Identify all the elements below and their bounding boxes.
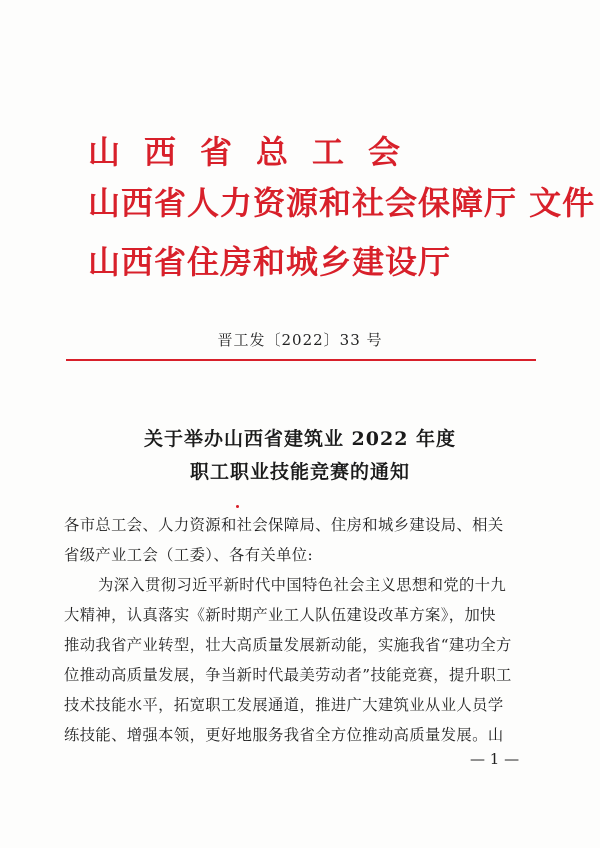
org-name-federation-of-trade-unions: 山西省总工会 xyxy=(88,133,425,171)
addressee-line-2: 省级产业工会（工委）、各有关单位: xyxy=(64,546,314,564)
body-paragraph-line-2: 大精神，认真落实《新时期产业工人队伍建设改革方案》，加快 xyxy=(64,606,496,624)
body-paragraph-line-4: 位推动高质量发展，争当新时代最美劳动者”技能竞赛，提升职工 xyxy=(64,666,512,684)
body-paragraph-line-3: 推动我省产业转型，壮大高质量发展新动能，实施我省“建功全方 xyxy=(64,636,512,654)
org-name-housing-construction-department: 山西省住房和城乡建设厅 xyxy=(88,243,452,281)
body-paragraph-line-5: 技术技能水平，拓宽职工发展通道，推进广大建筑业从业人员学 xyxy=(64,696,504,714)
addressee-line-1: 各市总工会、人力资源和社会保障局、住房和城乡建设局、相关 xyxy=(64,516,504,534)
org-name-human-resources-department: 山西省人力资源和社会保障厅 文件 xyxy=(88,184,596,222)
body-paragraph-line-1: 为深入贯彻习近平新时代中国特色社会主义思想和党的十九 xyxy=(98,576,507,594)
notice-title-line-1: 关于举办山西省建筑业 2022 年度 xyxy=(143,428,457,450)
red-dot-mark xyxy=(236,505,239,508)
document-number: 晋工发〔2022〕33 号 xyxy=(217,331,383,349)
page-number: — 1 — xyxy=(470,750,520,768)
body-paragraph-line-6: 练技能、增强本领，更好地服务我省全方位推动高质量发展。山 xyxy=(64,726,504,744)
notice-title-line-2: 职工职业技能竞赛的通知 xyxy=(189,461,410,483)
red-divider-line xyxy=(66,359,536,361)
